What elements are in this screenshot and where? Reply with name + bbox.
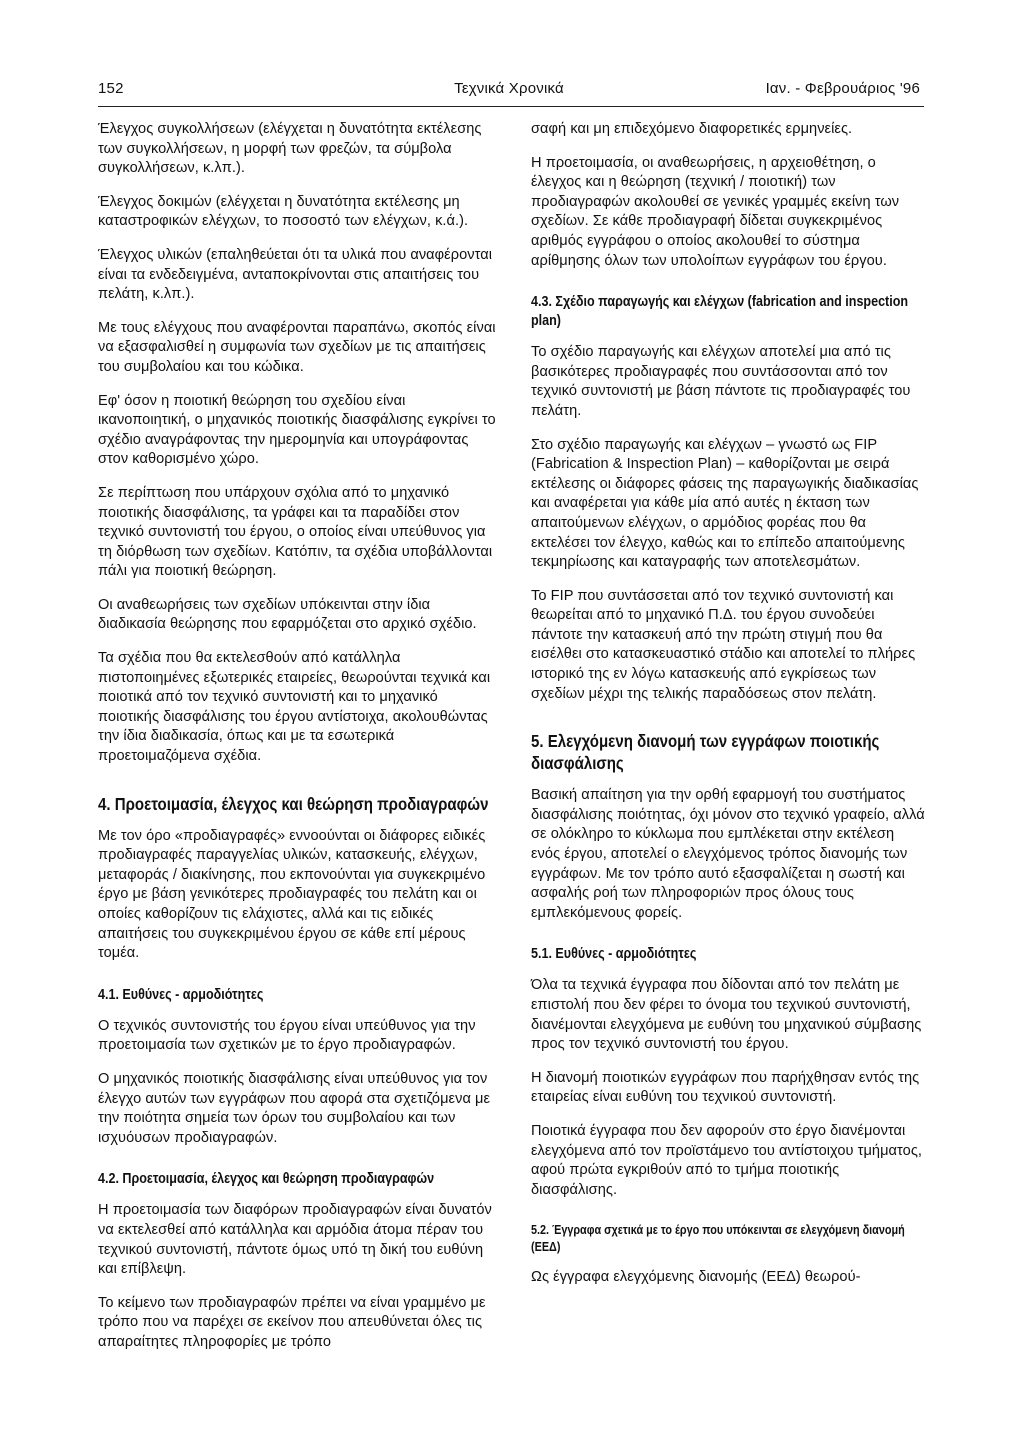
paragraph: Το FIP που συντάσσεται από τον τεχνικό συντονιστή και θεωρείται από το μηχανικό Π.Δ. του έργου συνοδεύει πάντοτε την κατασκευή από την πρώτη στιγμή που θα εισέλθει στο κατασκευαστικό στάδιο και αποτελεί το πλήρες ιστορικό της εν λόγω κατασκευής από εγκρίσεως των σχεδίων μέχρι της τελικής παραδόσεως στον πελάτη.: [531, 587, 916, 702]
right-column: [531, 120, 925, 1302]
page-number: 152: [98, 80, 124, 97]
paragraph: Ως έγγραφα ελεγχόμενης διανομής (ΕΕΔ) θεωρού-: [531, 1269, 861, 1286]
paragraph: Εφ' όσον η ποιοτική θεώρηση του σχεδίου είναι ικανοποιητική, ο μηχανικός ποιοτικής διασφάλισης εγκρίνει το σχέδιο αναγράφοντας την ημερομηνία και υπογράφοντας στον καθορισμένο χώρο.: [98, 392, 496, 468]
paragraph: Σε περίπτωση που υπάρχουν σχόλια από το μηχανικό ποιοτικής διασφάλισης, τα γράφει και τα παραδίδει στον τεχνικό συντονιστή του έργου, ο οποίος είναι υπεύθυνος για τη διόρθωση των σχεδίων. Κατόπιν, τα σχέδια υποβάλλονται πάλι για ποιοτική θεώρηση.: [98, 484, 493, 580]
paragraph: Ποιοτικά έγγραφα που δεν αφορούν στο έργο διανέμονται ελεγχόμενα από τον προϊστάμενο του αντίστοιχου τμήματος, αφού πρώτα εγκριθούν από το τμήμα ποιοτικής διασφάλισης.: [531, 1122, 923, 1198]
paragraph: Η διανομή ποιοτικών εγγράφων που παρήχθησαν εντός της εταιρείας είναι ευθύνη του τεχνικού συντονιστή.: [531, 1069, 920, 1106]
section-heading-4: 4. Προετοιμασία, έλεγχος και θεώρηση προδιαγραφών: [98, 793, 489, 814]
paragraph: Η προετοιμασία, οι αναθεωρήσεις, η αρχειοθέτηση, ο έλεγχος και η θεώρηση (τεχνική / ποιοτική) των προδιαγραφών ακολουθεί σε γενικές γραμμές εκείνη των σχεδίων. Σε κάθε προδιαγραφή δίδεται συγκεκριμένος αριθμός εγγράφου ο οποίος ακολουθεί το σύστημα αρίθμησης όλων των υπολοίπων εγγράφων του έργου.: [531, 154, 900, 269]
paragraph: Το κείμενο των προδιαγραφών πρέπει να είναι γραμμένο με τρόπο που να παρέχει σε εκείνον που απευθύνεται όλες τις απαραίτητες πληροφορίες με τρόπο: [98, 1294, 486, 1350]
paragraph: Η προετοιμασία των διαφόρων προδιαγραφών είναι δυνατόν να εκτελεσθεί από κατάλληλα και αρμόδια άτομα πέραν του τεχνικού συντονιστή, πάντοτε όμως υπό τη δική του ευθύνη και επίβλεψη.: [98, 1202, 492, 1278]
subsection-heading-4-1: 4.1. Ευθύνες - αρμοδιότητες: [98, 986, 264, 1003]
paragraph: Βασική απαίτηση για την ορθή εφαρμογή του συστήματος διασφάλισης ποιότητας, όχι μόνον στο τεχνικό γραφείο, αλλά σε ολόκληρο το κύκλωμα που εμπλέκεται στην εκτέλεση ενός έργου, αποτελεί ο ελεγχόμενος τρόπος διανομής των εγγράφων. Με τον τρόπο αυτό εξασφαλίζεται η σωστή και ασφαλής ροή των πληροφοριών προς όλους τους εμπλεκόμενους φορείς.: [531, 787, 925, 921]
paragraph: Έλεγχος υλικών (επαληθεύεται ότι τα υλικά που αναφέρονται είναι τα ενδεδειγμένα, ανταποκρίνονται στις απαιτήσεις του πελάτη, κ.λπ.).: [98, 246, 492, 303]
paragraph: Στο σχέδιο παραγωγής και ελέγχων – γνωστό ως FIP (Fabrication & Inspection Plan) – καθορίζονται με σειρά εκτέλεσης οι διάφορες φάσεις της παραγωγικής διαδικασίας και αναφέρεται για κάθε μία από αυτές η έκταση των απαιτούμενων ελέγχων, ο αρμόδιος φορέας που θα εκτελέσει τον έλεγχο, καθώς και το επίπεδο απαιτούμενης τεκμηρίωσης και καταγραφής των αποτελεσμάτων.: [531, 436, 919, 571]
paragraph: Έλεγχος δοκιμών (ελέγχεται η δυνατότητα εκτέλεσης μη καταστροφικών ελέγχων, το ποσοστό των ελέγχων, κ.ά.).: [98, 193, 469, 230]
paragraph: Με τους ελέγχους που αναφέρονται παραπάνω, σκοπός είναι να εξασφαλισθεί η συμφωνία των σχεδίων με τις απαιτήσεις του συμβολαίου και του κώδικα.: [98, 319, 496, 375]
paragraph: Οι αναθεωρήσεις των σχεδίων υπόκεινται στην ίδια διαδικασία θεώρησης που εφαρμόζεται στο αρχικό σχέδιο.: [98, 596, 477, 633]
issue-date: Ιαν. - Φεβρουάριος '96: [765, 80, 920, 97]
paragraph: Το σχέδιο παραγωγής και ελέγχων αποτελεί μια από τις βασικότερες προδιαγραφές που συντάσσονται από τον τεχνικό συντονιστή με βάση πάντοτε τις προδιαγραφές του πελάτη.: [531, 344, 911, 419]
paragraph: Έλεγχος συγκολλήσεων (ελέγχεται η δυνατότητα εκτέλεσης των συγκολλήσεων, η μορφή των φρεζών, τα σύμβολα συγκολλήσεων, κ.λπ.).: [98, 121, 482, 177]
subsection-heading-5-1: 5.1. Ευθύνες - αρμοδιότητες: [531, 946, 697, 963]
paragraph: Τα σχέδια που θα εκτελεσθούν από κατάλληλα πιστοποιημένες εξωτερικές εταιρείες, θεωρούνται τεχνικά και ποιοτικά από τον τεχνικό συντονιστή και το μηχανικό ποιοτικής διασφάλισης του έργου αντίστοιχα, ακολουθώντας την ίδια διαδικασία, όπως και με τα εσωτερικά προετοιμαζόμενα σχέδια.: [98, 650, 491, 765]
section-heading-5: 5. Ελεγχόμενη διανομή των εγγράφων ποιοτικής διασφάλισης: [531, 731, 880, 774]
paragraph: Με τον όρο «προδιαγραφές» εννοούνται οι διάφορες ειδικές προδιαγραφές παραγγελίας υλικών, κατασκευής, ελέγχων, μεταφοράς / διακίνησης, που εκπονούνται για συγκεκριμένο έργο με βάση γενικότερες προδιαγραφές του πελάτη και οι οποίες καθορίζουν τις ελάχιστες, αλλά και τις ειδικές απαιτήσεις του συγκεκριμένου έργου σε κάθε επί μέρους τομέα.: [98, 827, 486, 962]
paragraph: Ο μηχανικός ποιοτικής διασφάλισης είναι υπεύθυνος για τον έλεγχο αυτών των εγγράφων που αφορά στα σχετιζόμενα με την ποιότητα σημεία των όρων του συμβολαίου και των ισχυόυσων προδιαγραφών.: [98, 1070, 491, 1146]
header-rule: [98, 106, 924, 107]
left-column: [98, 120, 496, 1367]
paragraph: σαφή και μη επιδεχόμενο διαφορετικές ερμηνείες.: [531, 121, 853, 137]
journal-title: Τεχνικά Χρονικά: [454, 80, 564, 97]
subsection-heading-5-2: 5.2. Έγγραφα σχετικά με το έργο που υπόκεινται σε ελεγχόμενη διανομή (ΕΕΔ): [531, 1223, 905, 1255]
subsection-heading-4-2: 4.2. Προετοιμασία, έλεγχος και θεώρηση προδιαγραφών: [98, 1171, 435, 1188]
paragraph: Ο τεχνικός συντονιστής του έργου είναι υπεύθυνος για την προετοιμασία των σχετικών με το έργο προδιαγραφών.: [98, 1017, 476, 1054]
paragraph: Όλα τα τεχνικά έγγραφα που δίδονται από τον πελάτη με επιστολή που δεν φέρει το όνομα του τεχνικού συντονιστή, διανέμονται ελεγχόμενα με ευθύνη του μηχανικού σύμβασης προς τον τεχνικό συντονιστή του έργου.: [531, 977, 922, 1053]
subsection-heading-4-3: 4.3. Σχέδιο παραγωγής και ελέγχων (fabrication and inspection plan): [531, 294, 909, 330]
